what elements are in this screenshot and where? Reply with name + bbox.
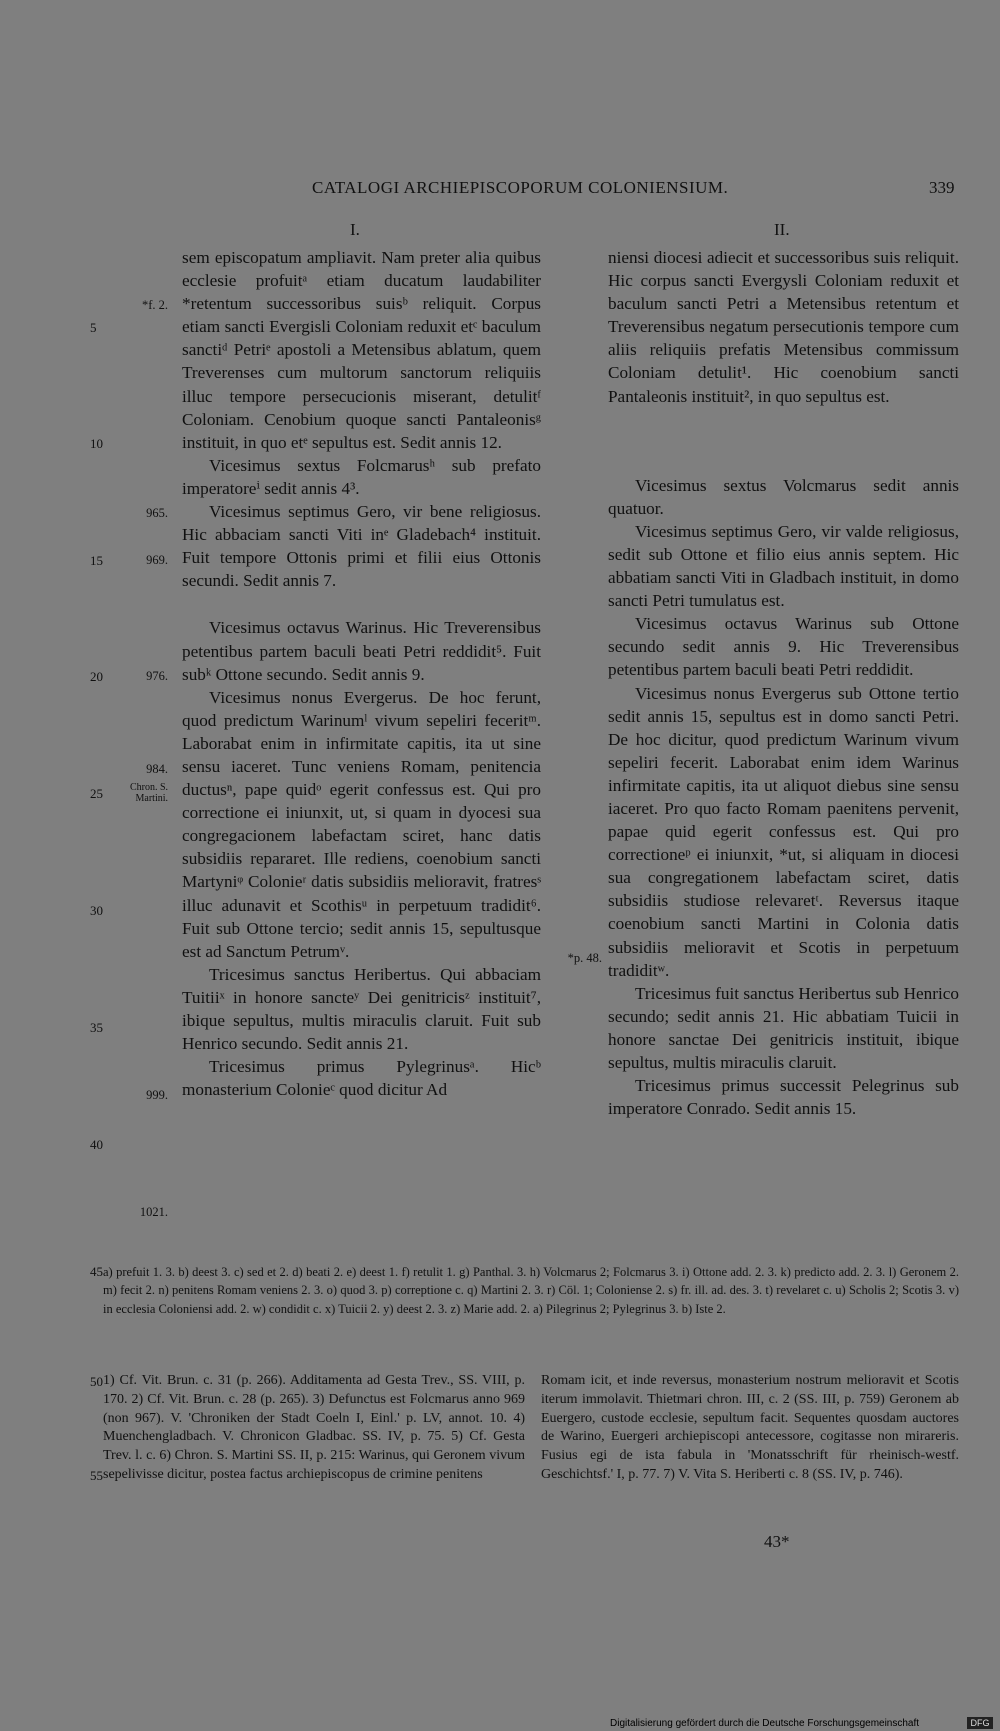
variant-readings: a) prefuit 1. 3. b) deest 3. c) sed et 2. d) beati 2. e) deest 1. f) retulit 1. g) Panthal. 3. h) Volcmarus 2; Folcmarus 3. i) Ottone add. 2. 3. k) predicto add. 2. 3. l) Geronem 2. m) fecit 2. n) penitens Romam veniens 2. 3. o) quod 3. p) correptione c. q) Martini 2. 3. r) Cöl. 1; Coloniense 2. s) fr. ill. ad. des. 3. t) revelaret c. u) Scholis 2; Scotis 3. v) in ecclesia Coloniensi add. 2. w) condidit c. x) Tuicii 2. y) deest 2. 3. z) Marie add. 2. a) Pilegrinus 2; Pylegrinus 3. b) Iste 2. bbox=[103, 1265, 959, 1316]
paragraph: Tricesimus sanctus Heribertus. Qui abbaciam Tuitiiˣ in honore sancteʸ Dei genitricisᶻ instituit⁷, ibique sepultus, multis miraculis claruit. Fuit sub Henrico secundo. Sedit annis 21. bbox=[182, 964, 541, 1054]
column-heading-i: I. bbox=[350, 220, 360, 239]
paragraph: Vicesimus sextus Folcmarusʰ sub prefato imperatoreⁱ sedit annis 4³. bbox=[182, 455, 541, 498]
digitization-credit: Digitalisierung gefördert durch die Deutsche Forschungsgemeinschaft bbox=[610, 1718, 920, 1729]
margin-page: *p. 48. bbox=[567, 951, 602, 965]
margin-folio: *f. 2. bbox=[141, 298, 168, 312]
paragraph: Vicesimus octavus Warinus sub Ottone secundo sedit annis 9. Hic Treverensibus petentibus partem baculi beati Petri reddidit. bbox=[608, 614, 959, 680]
line-number: 45 bbox=[90, 1264, 103, 1279]
paragraph: Vicesimus sextus Volcmarus sedit annis quatuor. bbox=[608, 475, 959, 518]
paragraph: Vicesimus octavus Warinus. Hic Treverensibus petentibus partem baculi beati Petri reddidit⁵. Fuit subᵏ Ottone secundo. Sedit annis 9. bbox=[182, 618, 541, 684]
paragraph: Vicesimus septimus Gero, vir valde religiosus, sedit sub Ottone et filio eius annis septem. Hic abbatiam sancti Viti in Gladbach instituit, in domo sancti Petri tumulatus est. bbox=[608, 521, 959, 611]
printer-signature: 43* bbox=[764, 1532, 790, 1551]
line-number: 50 bbox=[90, 1374, 103, 1389]
running-head bbox=[0, 178, 1000, 208]
column-ii bbox=[608, 246, 959, 1120]
paragraph: niensi diocesi adiecit et successoribus suis reliquit. Hic corpus sancti Evergysli Coloniam reduxit et baculum sancti Petri a Metensibus retentum et Treverensibus negatum persecutionis tempore cum aliis reliquiis prefatis Metensibus commissum Coloniam detulit¹. Hic coenobium sancti Pantaleonis instituit², in quo sepultus est. bbox=[608, 248, 959, 406]
line-number: 25 bbox=[90, 786, 103, 801]
margin-year: 999. bbox=[146, 1088, 168, 1102]
paragraph: Tricesimus primus Pylegrinusᵃ. Hicᵇ monasterium Colonieᶜ quod dicitur Ad bbox=[182, 1057, 541, 1100]
footnotes-right bbox=[541, 1372, 959, 1485]
line-number: 5 bbox=[90, 320, 97, 335]
margin-year: 976. bbox=[146, 669, 168, 683]
margin-year: 1021. bbox=[139, 1205, 168, 1219]
footnote-text: 1) Cf. Vit. Brun. c. 31 (p. 266). Additamenta ad Gesta Trev., SS. VIII, p. 170. 2) Cf. Vit. Brun. c. 28 (p. 265). 3) Defunctus est Folcmarus anno 969 (non 967). V. 'Chroniken der Stadt Coeln I, Einl.' p. LV, annot. 10. 4) Muenchengladbach. V. Chronicon Gladbac. SS. IV, p. 75. 5) Cf. Gesta Trev. l. c. 6) Chron. S. Martini SS. II, p. 215: Warinus, qui Geronem vivum sepelivisse dicitur, postea factus archiepiscopus de crimine penitens bbox=[103, 1373, 525, 1482]
paragraph: Vicesimus nonus Evergerus. De hoc ferunt, quod predictum Warinumˡ vivum sepeliri feceritᵐ. Laborabat enim in infirmitate capitis, ita ut sine sensu iaceret. Tunc veniens Romam, penitencia ductusⁿ, pape quidᵒ egerit confessus est. Qui pro correctione ei iniunxit, ut, si quam in dyocesi sua congregacionem labefactam sciret, hanc datis subsidiis repararet. Ille rediens, coenobium sancti Martyniᵠ Colonieʳ datis subsidiis melioravit, fratresˢ illuc adunavit et Scothisᵘ in perpetuum tradidit⁶. Fuit sub Ottone tercio; sedit annis 15, sepultusque est ad Sanctum Petrumᵛ. bbox=[182, 687, 541, 961]
line-number: 20 bbox=[90, 669, 103, 684]
footnotes-left bbox=[103, 1372, 525, 1485]
column-heading-ii: II. bbox=[774, 220, 790, 239]
page-title: CATALOGI ARCHIEPISCOPORUM COLONIENSIUM. bbox=[312, 178, 729, 197]
footnote-text: Romam icit, et inde reversus, monasterium nostrum melioravit et Scotis iterum immolavit. Thietmari chron. III, c. 2 (SS. III, p. 759) Geronem ab Euergero, custode ecclesie, sepultum facit. Sequentes quosdam auctores de Warino, Euergeri archiepiscopi antecessore, cogitasse non mirareris. Fusius egi de ista fabula in 'Monatsschrift für rheinisch-westf. Geschichtsf.' I, p. 77. 7) V. Vita S. Heriberti c. 8 (SS. IV, p. 746). bbox=[541, 1373, 959, 1482]
line-number: 30 bbox=[90, 903, 103, 918]
column-i bbox=[182, 246, 541, 1101]
paragraph: Vicesimus septimus Gero, vir bene religiosus. Hic abbaciam sancti Viti inᵉ Gladebach⁴ instituit. Fuit tempore Ottonis primi et filii eius Ottonis secundi. Sedit annis 7. bbox=[182, 502, 541, 591]
margin-year: 969. bbox=[146, 553, 168, 567]
paragraph: sem episcopatum ampliavit. Nam preter alia quibus ecclesie profuitᵃ etiam ducatum laudabiliter *retentum successoribus suisᵇ reliquit. Corpus etiam sancti Evergisli Coloniam reduxit etᶜ baculum sanctiᵈ Petriᵉ apostoli a Metensibus ablatum, quem Treverenses cum multorum sanctorum reliquiis illuc tempore persecucionis miserant, detulitᶠ Coloniam. Cenobium quoque sancti Pantaleonisᵍ instituit, in quo etᵉ sepultus est. Sedit annis 12. bbox=[182, 248, 541, 452]
paragraph: Tricesimus primus successit Pelegrinus sub imperatore Conrado. Sedit annis 15. bbox=[608, 1076, 959, 1119]
margin-source: Chron. S. Martini. bbox=[129, 782, 168, 804]
line-number: 40 bbox=[90, 1137, 103, 1152]
margin-year: 984. bbox=[146, 762, 168, 776]
dfg-logo-icon: DFG bbox=[967, 1717, 993, 1729]
paragraph: Vicesimus nonus Evergerus sub Ottone tertio sedit annis 15, sepultus est in domo sancti Petri. De hoc dicitur, quod predictum Warinum vivum sepeliri fecerit. Laborabat enim idem Warinus infirmitate capitis, ita ut aliquot diebus sine sensu iaceret. Pro quo facto Romam paenitens pervenit, papae quid egerit confessus est. Qui pro correctioneᵖ ei iniunxit, *ut, si aliquam in diocesi sua congregationem labefactam sciret, datis subsidiis studiose relevaretᵗ. Reversus itaque coenobium sancti Martini in Colonia datis subsidiis melioravit et Scotis in perpetuum tradiditʷ. bbox=[608, 683, 959, 980]
line-number: 55 bbox=[90, 1468, 103, 1483]
line-number: 10 bbox=[90, 436, 103, 451]
margin-year: 965. bbox=[146, 506, 168, 520]
line-number: 35 bbox=[90, 1020, 103, 1035]
paragraph: Tricesimus fuit sanctus Heribertus sub Henrico secundo; sedit annis 21. Hic abbatiam Tuicii in honore sanctae Dei genitricis instituit, ibique sepultus, multis miraculis claruit. bbox=[608, 983, 959, 1072]
line-number: 15 bbox=[90, 553, 103, 568]
page-number: 339 bbox=[929, 178, 955, 197]
